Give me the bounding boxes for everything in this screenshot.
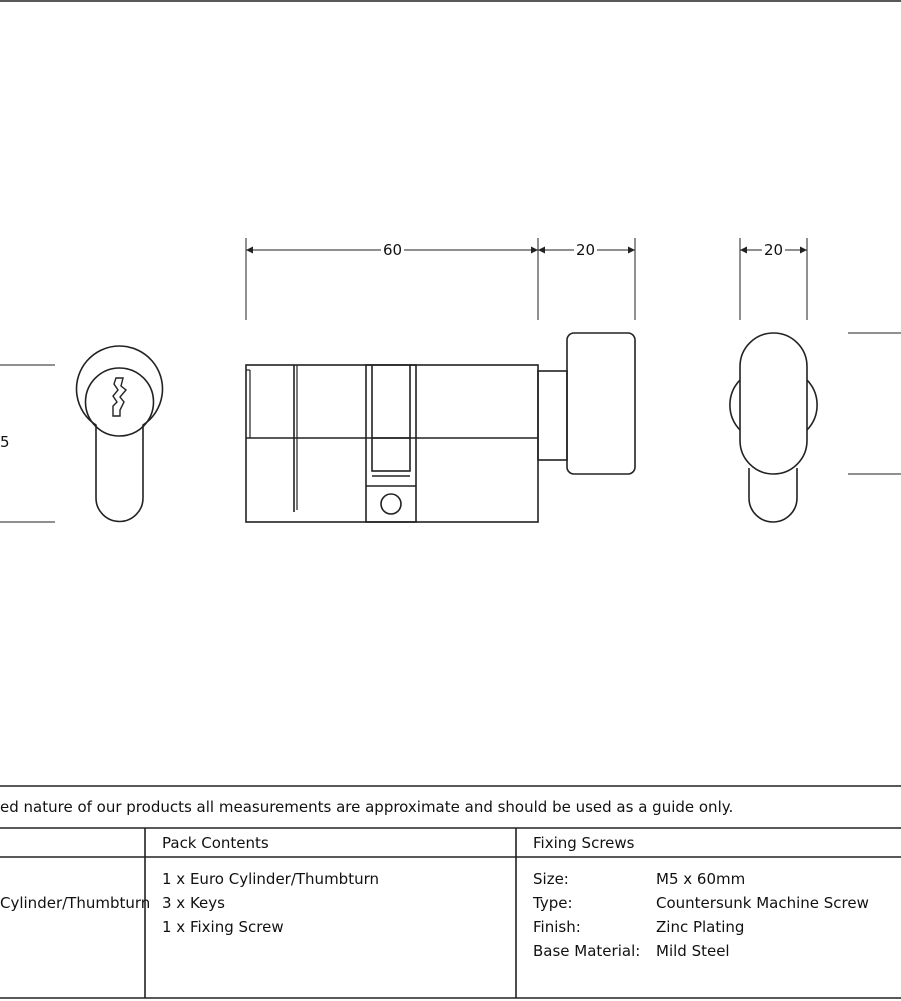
fixing-screws-value: Countersunk Machine Screw (656, 894, 869, 912)
thumbturn-end-view (730, 333, 901, 522)
pack-contents-item: 3 x Keys (162, 894, 225, 912)
dimension-lines (246, 238, 807, 320)
dimension-thumbturn-length: 20 (576, 241, 596, 259)
product-name-cell: Cylinder/Thumbturn (0, 894, 151, 912)
pack-contents-item: 1 x Euro Cylinder/Thumbturn (162, 870, 379, 888)
fixing-screws-label: Base Material: (533, 942, 641, 960)
pack-contents-header: Pack Contents (162, 834, 269, 852)
table-grid (0, 786, 901, 998)
fixing-screws-label: Type: (533, 894, 573, 912)
dimension-height: 5 (0, 433, 10, 451)
keyway-end-view (0, 346, 163, 522)
disclaimer-text: ed nature of our products all measurements are approximate and should be used as a guide only. (0, 798, 734, 816)
fixing-screws-label: Finish: (533, 918, 581, 936)
fixing-screws-value: Mild Steel (656, 942, 730, 960)
fixing-screws-value: Zinc Plating (656, 918, 745, 936)
pack-contents-item: 1 x Fixing Screw (162, 918, 284, 936)
fixing-screws-value: M5 x 60mm (656, 870, 746, 888)
dimension-thumbturn-width: 20 (764, 241, 784, 259)
dimension-body-length: 60 (383, 241, 403, 259)
fixing-screws-header: Fixing Screws (533, 834, 635, 852)
fixing-screws-label: Size: (533, 870, 569, 888)
cylinder-side-view (246, 333, 635, 522)
